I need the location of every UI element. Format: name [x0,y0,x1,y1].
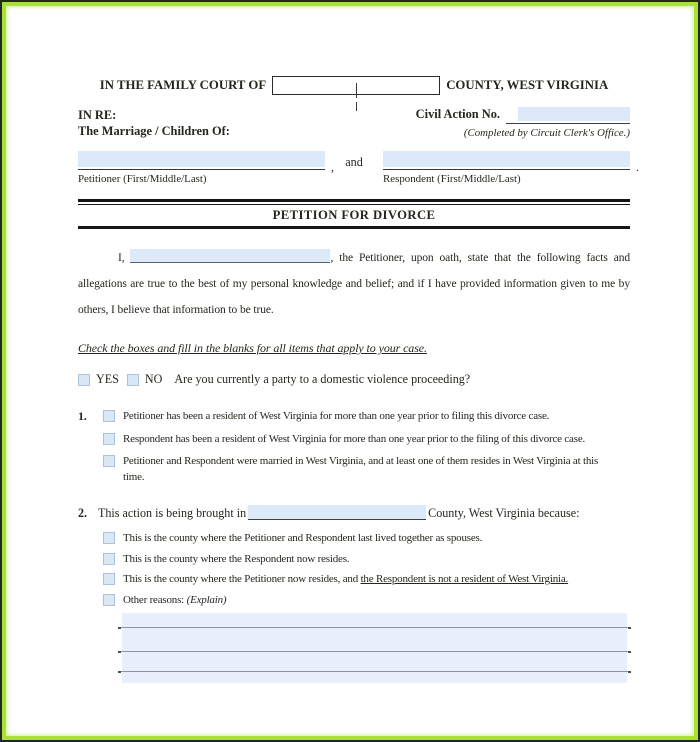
civil-action-underline [506,107,630,124]
checkbox-last-lived-together[interactable] [103,532,115,544]
form-sheet [2,2,698,740]
respondent-block [383,151,639,185]
yes-label: YES [96,372,119,386]
civil-action-input[interactable] [518,107,630,121]
court-suffix-text: COUNTY, WEST VIRGINIA [446,78,609,92]
county-court-input[interactable] [272,76,440,95]
petitioner-underline [78,151,325,170]
parties-row [78,151,639,185]
petitioner-block [78,151,334,185]
item2-section [78,505,630,521]
respondent-name-input[interactable] [383,151,630,167]
marriage-children-label: The Marriage / Children Of: [78,124,230,138]
item1-option3-text: Petitioner and Respondent were married in West Virginia, and at least one of them resides in West Virginia at this time. [123,455,599,483]
county-option1-text: This is the county where the Petitioner and Respondent last lived together as spouses. [123,532,483,544]
instruction-text: Check the boxes and fill in the blanks for all items that apply to your case. [78,341,427,355]
item2-prefix: This action is being brought in [98,506,247,520]
county-name-input[interactable] [248,505,426,520]
domestic-violence-row [78,372,630,387]
explain-textarea[interactable] [122,613,627,683]
respondent-punctuation: . [636,160,639,174]
item1-option2-text: Respondent has been a resident of West Virginia for more than one year prior to the filing of this divorce case. [123,432,586,445]
item1-option1-text: Petitioner has been a resident of West Virginia for more than one year prior to filing this divorce case. [123,410,550,422]
explain-line-3[interactable] [118,671,631,672]
petitioner-punctuation: , [331,160,334,174]
petitioner-name-input[interactable] [78,151,325,167]
checkbox-yes[interactable] [78,374,90,386]
oath-text: , the Petitioner, upon oath, state that the following facts and allegations are true to the best of my personal knowledge and belief; and if I have provided information given to me by others, I believe that information to be true. [78,252,630,316]
checkbox-married-in-wv[interactable] [103,455,115,467]
in-re-label: IN RE: [78,108,117,122]
title-band [78,199,630,229]
checkbox-no[interactable] [127,374,139,386]
in-re-block [78,107,230,139]
court-header-line [78,76,630,95]
civil-action-block [416,107,630,139]
other-reasons-text [123,593,630,609]
form-title: PETITION FOR DIVORCE [78,204,630,224]
domestic-violence-question: Are you currently a party to a domestic violence proceeding? [174,372,471,386]
county-option-row [103,531,630,547]
item2-number: 2. [78,506,88,520]
county-option3-underlined: the Respondent is not a resident of West Virginia. [360,573,569,585]
number-spacer [78,454,103,485]
checkbox-petitioner-residency[interactable] [103,410,115,422]
checkbox-petitioner-resides[interactable] [103,573,115,585]
explain-line-2[interactable] [118,651,631,652]
petitioner-label: Petitioner (First/Middle/Last) [78,173,207,185]
county-option-row [103,593,630,609]
item1-option-row [78,409,630,425]
and-label: and [345,155,363,169]
no-label: NO [144,372,163,386]
item1-option-row [78,432,630,448]
checkbox-respondent-resides[interactable] [103,553,115,565]
checkbox-other-reasons[interactable] [103,594,115,606]
registration-mark-icon [356,83,357,98]
checkbox-respondent-residency[interactable] [103,433,115,445]
item1-section [78,409,630,485]
item1-option-row [78,454,630,485]
petitioner-oath-name-input[interactable] [130,249,330,263]
court-prefix-text: IN THE FAMILY COURT OF [99,78,267,92]
civil-action-note: (Completed by Circuit Clerk's Office.) [463,127,630,139]
respondent-label: Respondent (First/Middle/Last) [383,173,521,185]
respondent-underline [383,151,630,170]
item1-number: 1. [78,409,87,423]
county-option3-normal: This is the county where the Petitioner now resides, and [123,573,361,585]
item2-suffix: County, West Virginia because: [428,506,580,520]
county-option2-text: This is the county where the Respondent now resides. [123,552,350,565]
oath-prefix: I, [118,252,125,264]
county-options [103,531,630,608]
case-caption-row [78,107,630,139]
explain-label: (Explain) [186,593,227,606]
other-reasons-label: Other reasons: [123,593,185,606]
county-option-row [103,552,630,568]
civil-action-label: Civil Action No. [415,107,500,121]
county-option-row [103,572,630,588]
registration-mark-icon [356,102,357,111]
item2-text [98,505,580,521]
oath-paragraph [78,245,630,323]
explain-line-1[interactable] [118,627,631,628]
number-spacer [78,432,103,448]
county-option3-text [123,572,593,588]
